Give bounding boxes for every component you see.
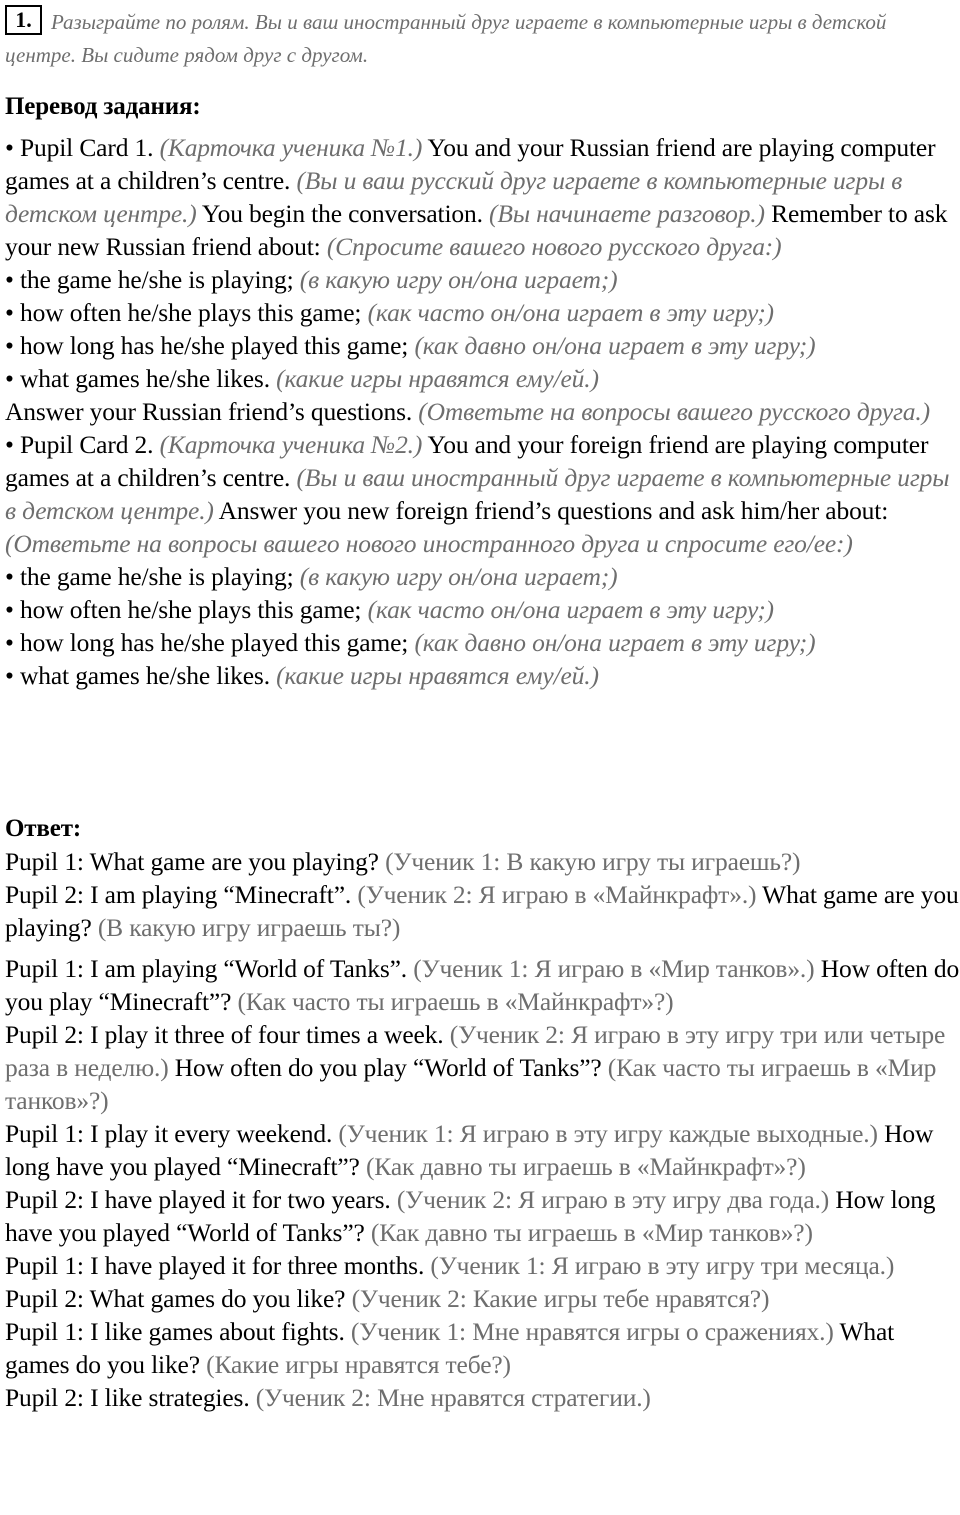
dialogue-ru: (Какие игры нравятся тебе?) xyxy=(206,1350,511,1379)
card1-item-ru: (как часто он/она играет в эту игру;) xyxy=(367,298,774,327)
dialogue-ru: (Ученик 1: Я играю в эту игру три месяца.) xyxy=(430,1251,895,1280)
card1-item-en: • how often he/she plays this game; xyxy=(5,298,368,327)
card2-item-ru: (какие игры нравятся ему/ей.) xyxy=(276,661,599,690)
card1-item-ru: (в какую игру он/она играет;) xyxy=(299,265,618,294)
dialogue-en: Pupil 1: I play it every weekend. xyxy=(5,1119,339,1148)
card1-item-en: • how long has he/she played this game; xyxy=(5,331,415,360)
task-instruction xyxy=(5,5,955,72)
answer-heading: Ответ: xyxy=(5,815,82,842)
dialogue-en: Pupil 1: I like games about fights. xyxy=(5,1317,351,1346)
translation-section xyxy=(5,90,960,692)
dialogue-ru: (Как часто ты играешь в «Мир танков»?) xyxy=(5,1053,937,1115)
card1-item-ru: (какие игры нравятся ему/ей.) xyxy=(276,364,599,393)
dialogue-en: Pupil 1: I am playing “World of Tanks”. xyxy=(5,954,414,983)
card2-answer: Answer you new foreign friend’s questions and ask him/her about: xyxy=(213,496,889,525)
dialogue-line xyxy=(5,1282,960,1315)
dialogue-en: Pupil 2: I have played it for two years. xyxy=(5,1185,397,1214)
dialogue-line xyxy=(5,952,960,1018)
card2-item xyxy=(5,560,960,593)
card2-paragraph xyxy=(5,428,960,560)
dialogue-ru: (Ученик 2: Я играю в «Майнкрафт».) xyxy=(357,880,757,909)
card1-remember: Remember to ask your new Russian friend about: xyxy=(5,199,948,261)
card1-paragraph xyxy=(5,131,960,263)
card1-intro-ru: (Вы и ваш русский друг играете в компьютерные игры в детском центре.) xyxy=(5,166,903,228)
card2-item-en: • what games he/she likes. xyxy=(5,661,277,690)
dialogue-ru: (Ученик 2: Какие игры тебе нравятся?) xyxy=(351,1284,770,1313)
card2-intro: You and your foreign friend are playing computer games at a children’s centre. xyxy=(5,430,929,492)
dialogue-en: How often do you play “Minecraft”? xyxy=(5,954,960,1016)
card1-answer-ru: (Ответьте на вопросы вашего русского друга.) xyxy=(418,397,930,426)
dialogue-line xyxy=(5,1315,960,1381)
card1-answer xyxy=(5,395,960,428)
card1-item xyxy=(5,296,960,329)
card2-item-en: • the game he/she is playing; xyxy=(5,562,300,591)
dialogue-line xyxy=(5,1381,960,1414)
card1-item-en: • what games he/she likes. xyxy=(5,364,277,393)
card1-item xyxy=(5,362,960,395)
card1-title-ru: (Карточка ученика №1.) xyxy=(159,133,423,162)
dialogue-en: Pupil 2: What games do you like? xyxy=(5,1284,352,1313)
card2-item xyxy=(5,626,960,659)
card2-item-en: • how often he/she plays this game; xyxy=(5,595,368,624)
card2-item xyxy=(5,659,960,692)
dialogue-en: What game are you playing? xyxy=(5,880,959,942)
dialogue-line xyxy=(5,1249,960,1282)
dialogue-en: How often do you play “World of Tanks”? xyxy=(168,1053,608,1082)
dialogue-line xyxy=(5,878,960,944)
card2-answer-ru: (Ответьте на вопросы вашего нового иностранного друга и спросите его/ее:) xyxy=(5,529,853,558)
card1-answer-en: Answer your Russian friend’s questions. xyxy=(5,397,419,426)
dialogue-ru: (Ученик 1: В какую игру ты играешь?) xyxy=(385,847,801,876)
card2-item-ru: (как давно он/она играет в эту игру;) xyxy=(414,628,816,657)
dialogue-line xyxy=(5,1183,960,1249)
dialogue-en: How long have you played “Minecraft”? xyxy=(5,1119,934,1181)
card1-intro: You and your Russian friend are playing computer games at a children’s centre. xyxy=(5,133,936,195)
card1-item xyxy=(5,329,960,362)
card2-item-en: • how long has he/she played this game; xyxy=(5,628,415,657)
dialogue-ru: (Ученик 2: Я играю в эту игру два года.) xyxy=(396,1185,830,1214)
dialogue-line xyxy=(5,845,960,878)
card2-title: • Pupil Card 2. xyxy=(5,430,160,459)
dialogue-en: Pupil 2: I play it three of four times a week. xyxy=(5,1020,450,1049)
dialogue-line xyxy=(5,1018,960,1117)
card1-begin-ru: (Вы начинаете разговор.) xyxy=(489,199,765,228)
card1-item-ru: (как давно он/она играет в эту игру;) xyxy=(414,331,816,360)
dialogue-en: Pupil 1: I have played it for three months. xyxy=(5,1251,431,1280)
dialogue-ru: (В какую игру играешь ты?) xyxy=(97,913,401,942)
dialogue-ru: (Как часто ты играешь в «Майнкрафт»?) xyxy=(237,987,674,1016)
card2-item xyxy=(5,593,960,626)
dialogue-en: What games do you like? xyxy=(5,1317,895,1379)
dialogue-ru: (Как давно ты играешь в «Майнкрафт»?) xyxy=(365,1152,806,1181)
task-instruction-text: Разыграйте по ролям. Вы и ваш иностранный друг играете в компьютерные игры в детской центре. Вы сидите рядом друг с другом. xyxy=(5,10,887,67)
dialogue-en: Pupil 1: What game are you playing? xyxy=(5,847,386,876)
dialogue-en: Pupil 2: I like strategies. xyxy=(5,1383,256,1412)
card1-item-en: • the game he/she is playing; xyxy=(5,265,300,294)
card1-title: • Pupil Card 1. xyxy=(5,133,160,162)
dialogue-ru: (Ученик 1: Мне нравятся игры о сражениях.) xyxy=(350,1317,834,1346)
dialogue-line xyxy=(5,1117,960,1183)
dialogue-ru: (Ученик 2: Я играю в эту игру три или четыре раза в неделю.) xyxy=(5,1020,946,1082)
answer-section xyxy=(5,812,960,1414)
dialogue-en: Pupil 2: I am playing “Minecraft”. xyxy=(5,880,358,909)
card2-item-ru: (в какую игру он/она играет;) xyxy=(299,562,618,591)
card2-title-ru: (Карточка ученика №2.) xyxy=(159,430,423,459)
card2-intro-ru: (Вы и ваш иностранный друг играете в компьютерные игры в детском центре.) xyxy=(5,463,950,525)
card1-remember-ru: (Спросите вашего нового русского друга:) xyxy=(326,232,782,261)
translation-heading: Перевод задания: xyxy=(5,93,201,120)
dialogue-ru: (Как давно ты играешь в «Мир танков»?) xyxy=(370,1218,813,1247)
dialogue-ru: (Ученик 2: Мне нравятся стратегии.) xyxy=(255,1383,651,1412)
dialogue-ru: (Ученик 1: Я играю в «Мир танков».) xyxy=(413,954,815,983)
card1-begin: You begin the conversation. xyxy=(196,199,490,228)
dialogue-en: How long have you played “World of Tanks”? xyxy=(5,1185,936,1247)
dialogue-ru: (Ученик 1: Я играю в эту игру каждые выходные.) xyxy=(338,1119,878,1148)
card2-item-ru: (как часто он/она играет в эту игру;) xyxy=(367,595,774,624)
card1-item xyxy=(5,263,960,296)
task-number: 1. xyxy=(5,5,42,35)
